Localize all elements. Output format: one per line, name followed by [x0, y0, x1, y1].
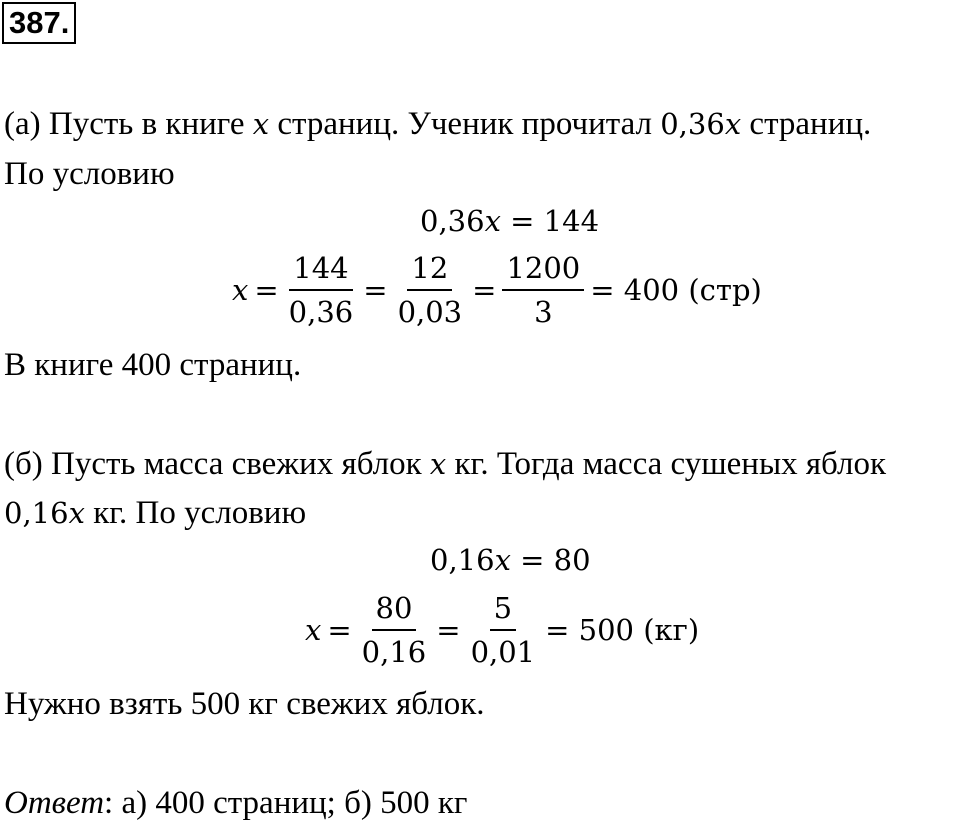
- part-a-condition-text: По условию: [4, 156, 175, 192]
- equation-rhs: = 144: [500, 204, 600, 238]
- equation-variable: x: [484, 204, 501, 238]
- fraction-denominator: 3: [534, 295, 553, 329]
- fraction: [285, 250, 358, 330]
- fraction-denominator: 0,03: [397, 295, 463, 329]
- part-a-condition-line: [4, 154, 175, 194]
- answer-label: Ответ: [4, 785, 105, 821]
- equation-rhs: = 80: [510, 543, 591, 577]
- part-a-intro-mid: страниц. Ученик прочитал: [269, 106, 661, 142]
- part-b-solution: [305, 590, 705, 670]
- problem-number: 387.: [2, 2, 76, 44]
- solution-result: = 400 (стр): [590, 273, 762, 307]
- fraction-denominator: 0,16: [361, 635, 427, 669]
- fraction-numerator: 12: [407, 250, 452, 291]
- part-a-intro-prefix: (а) Пусть в книге: [4, 106, 253, 142]
- equals-sign: =: [436, 613, 461, 647]
- part-a-conclusion-line: [4, 345, 301, 385]
- fraction-numerator: 1200: [502, 250, 584, 291]
- equals-sign: =: [472, 273, 497, 307]
- part-a-solution: [232, 250, 768, 330]
- equals-sign: =: [327, 613, 352, 647]
- variable-x: x: [68, 496, 85, 530]
- part-b-second-line: [4, 493, 306, 533]
- solution-variable: x: [232, 273, 249, 307]
- fraction: [358, 590, 431, 670]
- solution-variable: x: [305, 613, 322, 647]
- part-a-intro-suffix: страниц.: [741, 106, 872, 142]
- part-a-intro-line: [4, 104, 871, 144]
- part-a-equation: [420, 201, 599, 241]
- fraction: [467, 590, 540, 670]
- answer-line: [4, 783, 467, 823]
- solution-result: = 500 (кг): [545, 613, 700, 647]
- fraction-denominator: 0,01: [470, 635, 536, 669]
- equation-variable: x: [494, 543, 511, 577]
- fraction-numerator: 80: [372, 590, 417, 631]
- equation-coefficient: 0,16: [430, 543, 495, 577]
- variable-x: x: [252, 107, 270, 141]
- fraction: [502, 250, 584, 330]
- answer-text: : а) 400 страниц; б) 500 кг: [104, 785, 468, 821]
- part-b-conclusion-line: [4, 684, 484, 724]
- part-b-equation: [430, 540, 591, 580]
- coefficient: 0,36: [660, 107, 725, 141]
- variable-x: x: [724, 107, 742, 141]
- coefficient: 0,16: [4, 496, 69, 530]
- part-b-intro-prefix: (б) Пусть масса свежих яблок: [4, 446, 430, 482]
- part-b-intro-suffix: кг. Тогда масса сушеных яблок: [446, 446, 887, 482]
- fraction-numerator: 5: [490, 590, 516, 631]
- part-b-conclusion: Нужно взять 500 кг свежих яблок.: [4, 686, 485, 722]
- fraction: [394, 250, 467, 330]
- equation-coefficient: 0,36: [420, 204, 485, 238]
- part-b-second-suffix: кг. По условию: [84, 495, 307, 531]
- part-a-conclusion: В книге 400 страниц.: [4, 347, 302, 383]
- fraction-numerator: 144: [289, 250, 352, 291]
- equals-sign: =: [363, 273, 388, 307]
- fraction-denominator: 0,36: [288, 295, 354, 329]
- part-b-intro-line: [4, 444, 886, 484]
- variable-x: x: [429, 447, 447, 481]
- equals-sign: =: [254, 273, 279, 307]
